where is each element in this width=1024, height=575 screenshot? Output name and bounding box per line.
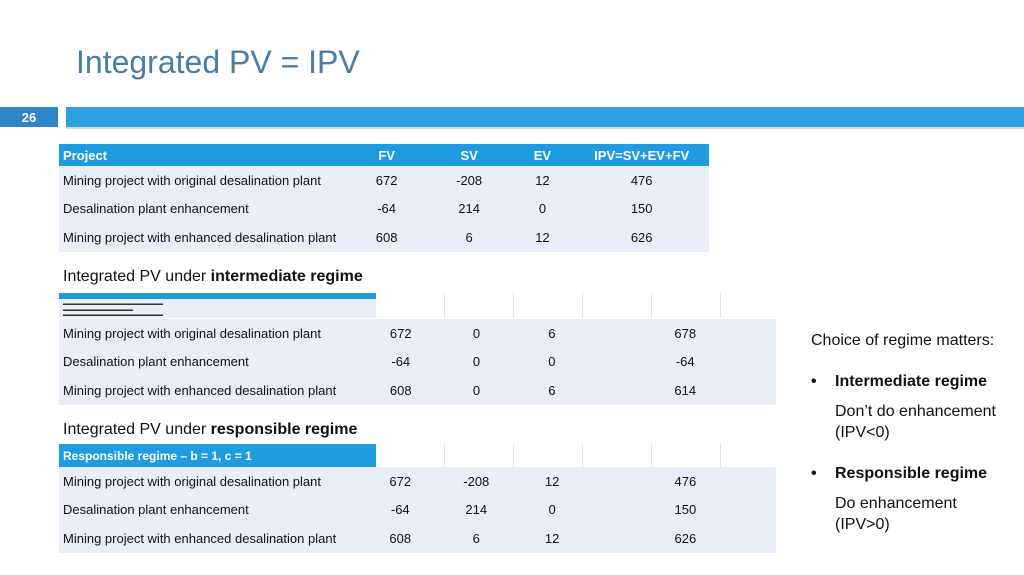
table-row xyxy=(59,195,709,224)
bullet-label: Intermediate regime xyxy=(835,373,988,390)
table-cell: 476 xyxy=(574,166,709,195)
table-cell: Mining project with original desalination plant xyxy=(59,166,345,195)
table-row xyxy=(59,319,776,348)
side-intro: Choice of regime matters: xyxy=(811,332,995,349)
column-header: Project xyxy=(59,144,345,166)
section-label-bold: intermediate regime xyxy=(210,268,363,285)
bullet-responsible xyxy=(811,465,987,483)
table-cell: 6 xyxy=(428,223,511,252)
table-cell: Mining project with original desalination plant xyxy=(59,319,358,348)
table-cell: 214 xyxy=(443,496,510,525)
table-cell: 0 xyxy=(444,376,510,405)
bullet-responsible-text1: Do enhancement xyxy=(835,495,957,512)
table-row xyxy=(59,376,776,405)
section-label-intermediate xyxy=(63,268,363,286)
table-header-row xyxy=(59,144,709,166)
table-row xyxy=(59,467,776,496)
table-cell: Mining project with enhanced desalination plant xyxy=(59,223,345,252)
bullet-responsible-text2: (IPV>0) xyxy=(835,516,890,533)
column-header: SV xyxy=(428,144,511,166)
column-header: EV xyxy=(511,144,575,166)
table-cell: 6 xyxy=(509,376,594,405)
responsible-regime-header: Responsible regime – b = 1, c = 1 xyxy=(59,444,376,467)
table-cell: 0 xyxy=(509,348,594,377)
table-cell: 608 xyxy=(358,376,444,405)
bullet-intermediate xyxy=(811,373,987,391)
table-cell: Mining project with enhanced desalination plant xyxy=(59,524,358,553)
table-cell: 0 xyxy=(444,348,510,377)
intermediate-regime-table xyxy=(59,319,776,405)
embedded-regime-table-image xyxy=(59,293,776,318)
table-cell: 12 xyxy=(510,524,595,553)
table-cell: 614 xyxy=(594,376,776,405)
table-row xyxy=(59,166,709,195)
header-band xyxy=(66,107,1024,127)
column-header: FV xyxy=(345,144,427,166)
embedded-header-bar xyxy=(59,293,376,299)
table-cell: 672 xyxy=(345,166,427,195)
page-number: 26 xyxy=(0,107,58,127)
table-cell: 150 xyxy=(574,195,709,224)
section-label-prefix: Integrated PV under xyxy=(63,268,211,285)
table-row xyxy=(59,524,776,553)
table-cell: 626 xyxy=(574,223,709,252)
table-cell: -64 xyxy=(358,348,444,377)
table-cell: -64 xyxy=(345,195,427,224)
slide-title: Integrated PV = IPV xyxy=(76,44,360,80)
bullet-intermediate-text2: (IPV<0) xyxy=(835,424,890,441)
table-cell: -64 xyxy=(594,348,776,377)
embedded-columns xyxy=(376,293,776,318)
table-cell: 672 xyxy=(358,467,444,496)
embedded-row-line: ▬▬▬▬▬▬▬▬▬▬▬▬▬▬ xyxy=(63,307,133,313)
table-row xyxy=(59,496,776,525)
table-cell: 214 xyxy=(428,195,511,224)
table-cell: 12 xyxy=(510,467,595,496)
header-band-shadow xyxy=(66,127,1024,129)
table-cell: -64 xyxy=(358,496,444,525)
embedded-row-line: ▬▬▬▬▬▬▬▬▬▬▬▬▬▬▬▬▬▬▬▬ xyxy=(63,301,163,307)
table-cell: 6 xyxy=(443,524,510,553)
table-cell: 0 xyxy=(511,195,575,224)
table-row xyxy=(59,223,709,252)
table-cell: 6 xyxy=(509,319,594,348)
table-cell: 0 xyxy=(444,319,510,348)
table-cell: 608 xyxy=(358,524,444,553)
embedded-regime-columns xyxy=(376,444,776,467)
ipv-table xyxy=(59,144,709,252)
bullet-dot-icon: • xyxy=(811,373,817,390)
section-label-responsible xyxy=(63,421,357,439)
section-label-prefix: Integrated PV under xyxy=(63,421,211,438)
bullet-intermediate-text1: Don’t do enhancement xyxy=(835,403,996,420)
table-cell: 626 xyxy=(595,524,776,553)
table-cell: -208 xyxy=(428,166,511,195)
column-header: IPV=SV+EV+FV xyxy=(574,144,709,166)
table-row xyxy=(59,348,776,377)
responsible-regime-table xyxy=(59,467,776,553)
table-cell: Desalination plant enhancement xyxy=(59,348,358,377)
table-cell: 150 xyxy=(595,496,776,525)
section-label-bold: responsible regime xyxy=(210,421,358,438)
embedded-row-line: ▬▬▬▬▬▬▬▬▬▬▬▬▬▬▬▬▬▬▬▬ xyxy=(63,312,163,318)
table-cell: 0 xyxy=(510,496,595,525)
table-cell: 672 xyxy=(358,319,444,348)
bullet-label: Responsible regime xyxy=(835,465,988,482)
table-cell: Desalination plant enhancement xyxy=(59,496,358,525)
table-cell: Desalination plant enhancement xyxy=(59,195,345,224)
table-cell: 12 xyxy=(511,166,575,195)
table-cell: Mining project with original desalination plant xyxy=(59,467,358,496)
bullet-dot-icon: • xyxy=(811,465,817,482)
table-cell: 608 xyxy=(345,223,427,252)
table-cell: 476 xyxy=(595,467,776,496)
table-cell: -208 xyxy=(443,467,510,496)
table-cell: Mining project with enhanced desalination plant xyxy=(59,376,358,405)
table-cell: 678 xyxy=(594,319,776,348)
table-cell: 12 xyxy=(511,223,575,252)
